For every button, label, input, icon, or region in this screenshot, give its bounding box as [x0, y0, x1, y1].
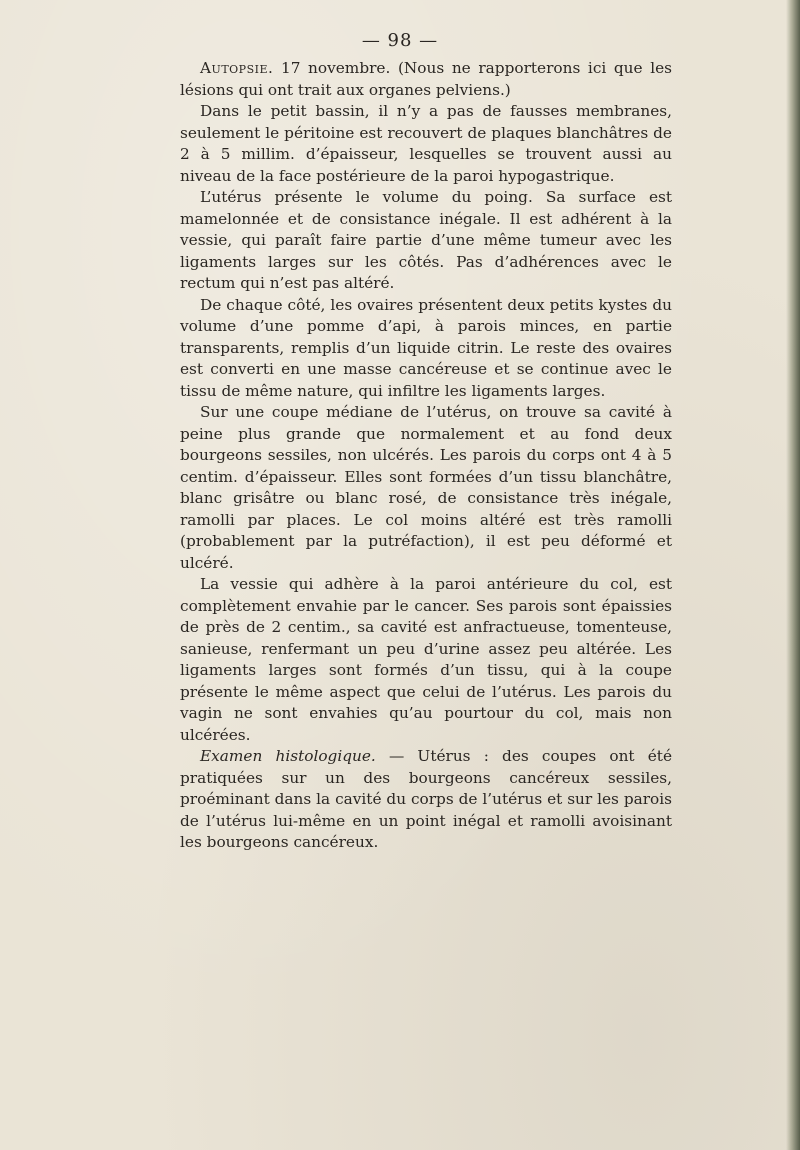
section-lead-autopsie: Autopsie. — [200, 59, 274, 77]
page-number: — 98 — — [361, 30, 439, 51]
paragraph-ovaires: De chaque côté, les ovaires présentent deux petits kystes du volume d’une pomme d’api, à parois minces, en partie transparents, remplis d’un liquide citrin. Le reste des ovaires est converti en une masse cancéreuse et se continue avec le tissu de même nature, qui infiltre les ligaments larges. — [180, 295, 672, 400]
body-text — [180, 58, 672, 854]
paragraph-coupe-mediane: Sur une coupe médiane de l’utérus, on trouve sa cavité à peine plus grande que normalement et au fond deux bourgeons sessiles, non ulcérés. Les parois du corps ont 4 à 5 centim. d’épaisseur. Elles sont formées d’un tissu blanchâtre, blanc grisâtre ou blanc rosé, de consistance très inégale, ramolli par places. Le col moins altéré est très ramolli (probablement par la putréfaction), il est peu déformé et ulcéré. — [180, 403, 672, 572]
paragraph-text: 17 novembre. (Nous ne rapporterons ici que les lésions qui ont trait aux organes pelviens.) — [180, 59, 672, 99]
paragraph-autopsie — [180, 58, 672, 101]
paragraph-petit-bassin: Dans le petit bassin, il n’y a pas de fausses membranes, seulement le péritoine est recouvert de plaques blanchâtres de 2 à 5 millim. d’épaisseur, lesquelles se trouvent aussi au niveau de la face postérieure de la paroi hypogastrique. — [180, 102, 672, 185]
section-lead-examen-histologique: Examen histologique. — [200, 747, 376, 765]
paragraph-vessie: La vessie qui adhère à la paroi antérieure du col, est complètement envahie par le cancer. Ses parois sont épaissies de près de 2 centim., sa cavité est anfractueuse, tomenteuse, sanieuse, renfermant un peu d’urine assez peu altérée. Les ligaments larges sont formés d’un tissu, qui à la coupe présente le même aspect que celui de l’utérus. Les parois du vagin ne sont envahies qu’au pourtour du col, mais non ulcérées. — [180, 575, 672, 744]
paragraph-examen-histologique — [180, 746, 672, 854]
page-edge-shadow — [786, 0, 800, 1150]
paragraph-text: — Utérus : des coupes ont été pratiquées sur un des bourgeons cancéreux sessiles, proéminant dans la cavité du corps de l’utérus et sur les parois de l’utérus lui-même en un point inégal et ramolli avoisinant les bourgeons cancéreux. — [180, 747, 673, 851]
paragraph-uterus-volume: L’utérus présente le volume du poing. Sa surface est mamelonnée et de consistance inégale. Il est adhérent à la vessie, qui paraît faire partie d’une même tumeur avec les ligaments larges sur les côtés. Pas d’adhérences avec le rectum qui n’est pas altéré. — [180, 188, 672, 292]
